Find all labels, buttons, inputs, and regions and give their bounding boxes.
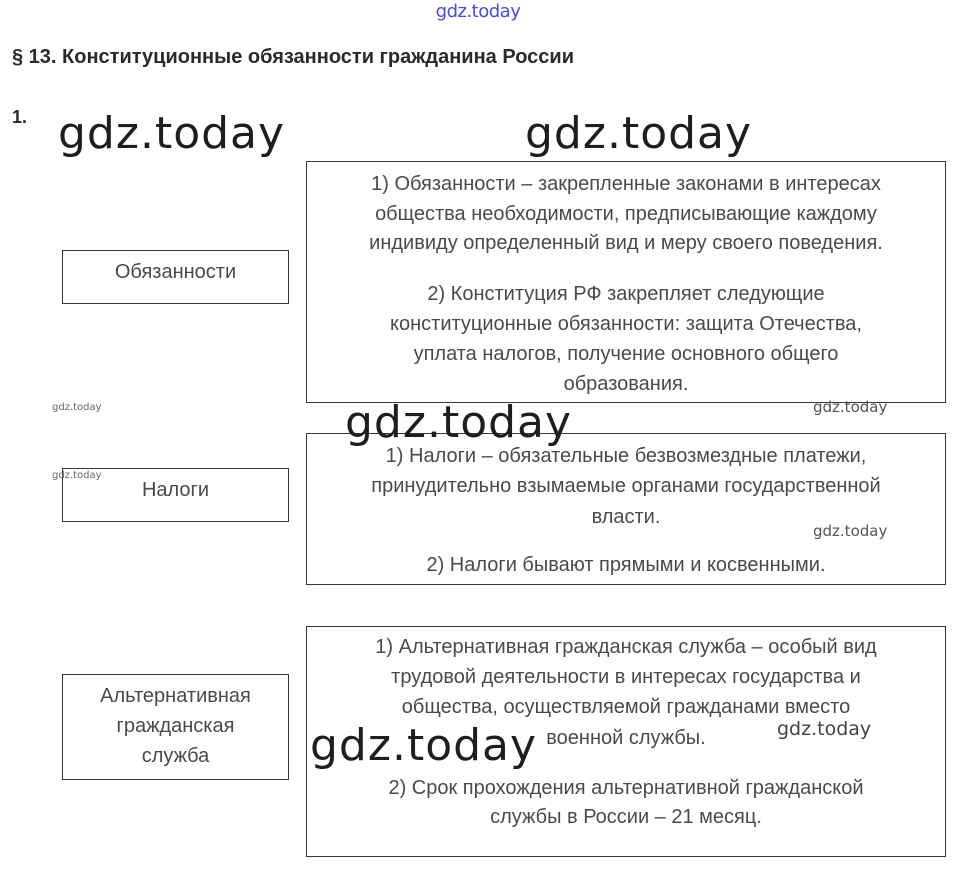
definition-line: власти. bbox=[591, 506, 661, 528]
term-box-alternative-service bbox=[62, 674, 289, 780]
term-line: Налоги bbox=[141, 479, 210, 501]
term-box-duties bbox=[62, 250, 289, 304]
watermark: gdz.today bbox=[58, 108, 286, 159]
definition-line: трудовой деятельности в интересах государства и bbox=[391, 666, 861, 688]
definition-line: общества необходимости, предписывающие каждому bbox=[375, 203, 877, 225]
watermark: gdz.today bbox=[777, 718, 872, 740]
definition-line: 1) Обязанности – закрепленные законами в интересах bbox=[371, 173, 881, 195]
term-line: гражданская bbox=[116, 715, 235, 737]
watermark: gdz.today bbox=[52, 470, 102, 481]
definition-box-duties bbox=[306, 161, 946, 403]
watermark: gdz.today bbox=[813, 398, 888, 416]
definition-line: 2) Налоги бывают прямыми и косвенными. bbox=[426, 554, 826, 576]
watermark: gdz.today bbox=[52, 402, 102, 413]
definition-line: общества, осуществляемой гражданами вместо bbox=[401, 696, 851, 718]
definition-line: службы в России – 21 месяц. bbox=[490, 806, 762, 828]
watermark: gdz.today bbox=[345, 397, 573, 448]
section-heading: § 13. Конституционные обязанности гражданина России bbox=[12, 46, 574, 68]
term-line: Альтернативная bbox=[100, 685, 251, 707]
watermark: gdz.today bbox=[813, 522, 888, 540]
term-line: Обязанности bbox=[114, 261, 237, 283]
definition-line: индивиду определенный вид и меру своего поведения. bbox=[369, 232, 883, 254]
watermark-top: gdz.today bbox=[435, 1, 521, 22]
definition-line: уплата налогов, получение основного общего bbox=[413, 343, 839, 365]
definition-box-taxes bbox=[306, 433, 946, 585]
definition-line: 2) Срок прохождения альтернативной гражданской bbox=[388, 777, 864, 799]
watermark: gdz.today bbox=[525, 108, 753, 159]
task-number: 1. bbox=[12, 107, 28, 127]
definition-line: военной службы. bbox=[546, 727, 706, 749]
definition-line: 1) Налоги – обязательные безвозмездные платежи, bbox=[385, 445, 867, 467]
definition-line: конституционные обязанности: защита Отечества, bbox=[390, 313, 862, 335]
definition-line: 1) Альтернативная гражданская служба – особый вид bbox=[375, 636, 877, 658]
term-line: служба bbox=[141, 745, 210, 767]
watermark: gdz.today bbox=[310, 720, 538, 771]
definition-line: образования. bbox=[563, 373, 689, 395]
definition-line: 2) Конституция РФ закрепляет следующие bbox=[427, 283, 825, 305]
definition-line: принудительно взымаемые органами государственной bbox=[371, 475, 881, 497]
